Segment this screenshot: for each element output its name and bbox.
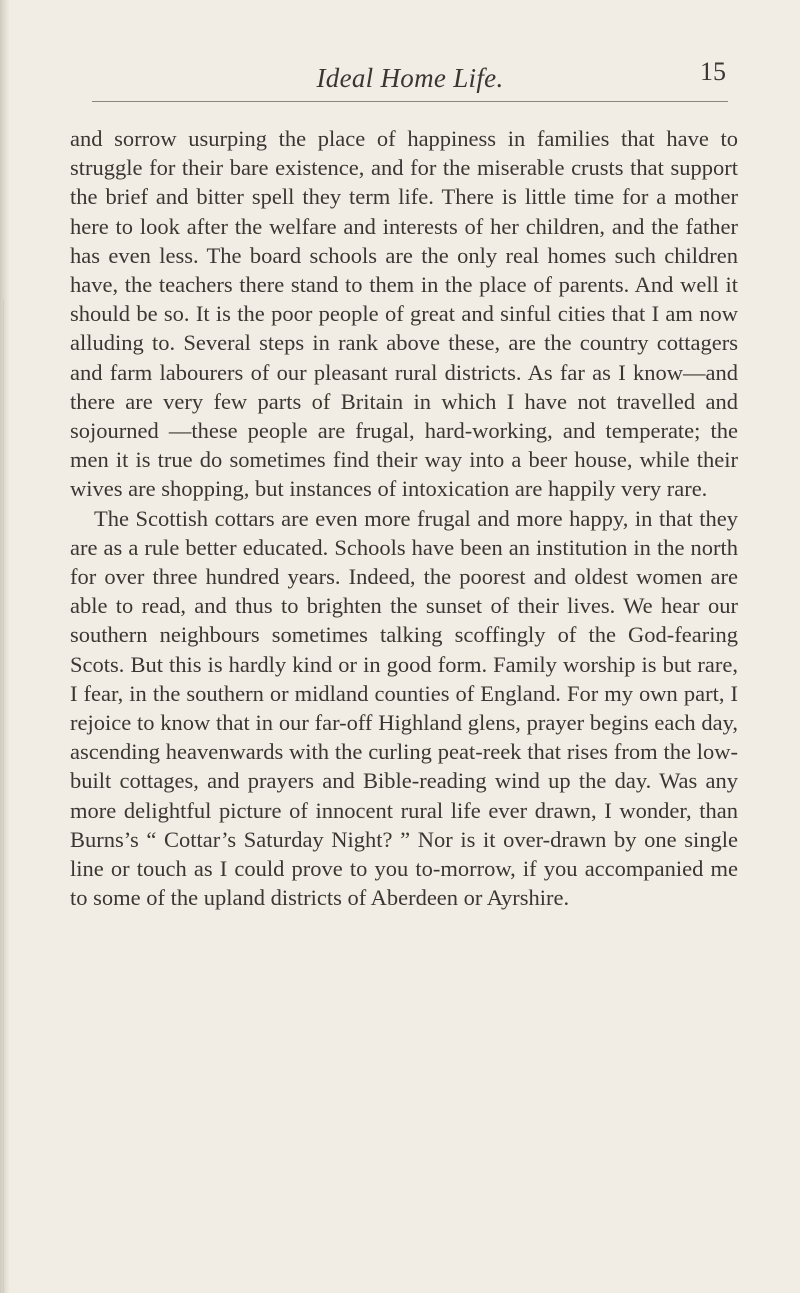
page-edge-shadow [0,0,10,1293]
paragraph-2: The Scottish cottars are even more frugal and more happy, in that they are as a rule better educated. Schools have been an institution in the north for over three hundred years. Indeed, the poorest and oldest women are able to read, and thus to brighten the sunset of their lives. We hear our southern neighbours sometimes talking scoffingly of the God-fearing Scots. But this is hardly kind or in good form. Family worship is but rare, I fear, in the southern or midland counties of England. For my own part, I rejoice to know that in our far-off Highland glens, prayer begins each day, ascending heavenwards with the curling peat-reek that rises from the low-built cottages, and prayers and Bible-reading wind up the day. Was any more delightful picture of innocent rural life ever drawn, I wonder, than Burns’s “ Cottar’s Saturday Night? ” Nor is it over-drawn by one single line or touch as I could prove to you to-morrow, if you accompanied me to some of the upland districts of Aberdeen or Ayrshire. [70,505,738,911]
body-text [70,124,738,912]
paragraph-1: and sorrow usurping the place of happiness in families that have to struggle for their bare existence, and for the miserable crusts that support the brief and bitter spell they term life. There is little time for a mother here to look after the welfare and interests of her children, and the father has even less. The board schools are the only real homes such children have, the teachers there stand to them in the place of parents. And well it should be so. It is the poor people of great and sinful cities that I am now alluding to. Several steps in rank above these, are the country cottagers and farm labourers of our pleasant rural districts. As far as I know—and there are very few parts of Britain in which I have not travelled and sojourned —these people are frugal, hard-working, and temperate; the men it is true do sometimes find their way into a beer house, while their wives are shopping, but instances of intoxication are happily very rare. [70,126,738,502]
page-number: 15 [700,57,726,86]
page-gutter-line [3,300,4,1293]
running-head [94,57,726,102]
running-title: Ideal Home Life. [316,63,504,93]
header-rule [92,101,728,102]
